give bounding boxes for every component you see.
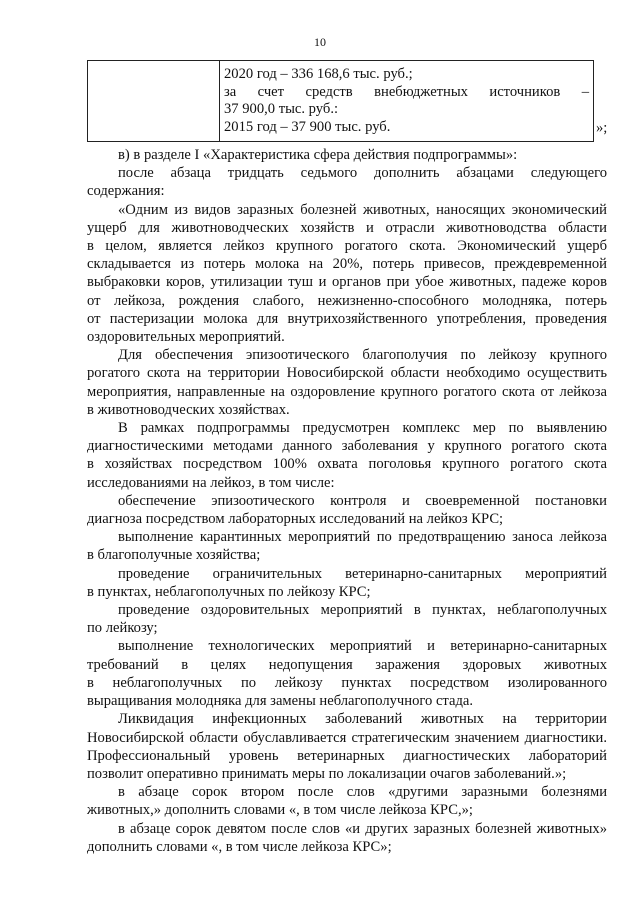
paragraph-line: оздоровительных мероприятий.	[87, 329, 285, 346]
paragraph-line: «Одним из видов заразных болезней животных, наносящих экономический	[118, 201, 607, 218]
paragraph-line: от пастеризации молока для внутрихозяйственного употребления, проведения	[87, 310, 607, 327]
table-line: 37 900,0 тыс. руб.:	[224, 101, 339, 117]
document-body	[87, 146, 607, 856]
paragraph-line: выращивания молодняка для замены неблагополучного стада.	[87, 693, 473, 710]
paragraph-line: выбраковки коров, утилизации туш и органов при убое животных, падеже коров	[87, 274, 607, 291]
paragraph-line: Ликвидация инфекционных заболеваний животных на территории	[118, 711, 607, 728]
paragraph-line: в хозяйствах посредством 100% охвата поголовья крупного рогатого скота	[87, 456, 607, 473]
page-number: 10	[314, 35, 326, 49]
paragraph	[87, 492, 607, 528]
paragraph	[87, 346, 607, 419]
paragraph-line: в) в разделе I «Характеристика сфера действия подпрограммы»:	[118, 147, 518, 163]
paragraph	[87, 164, 607, 200]
paragraph-line: Новосибирской области обуславливается стратегическим значением диагностики.	[87, 729, 607, 746]
paragraph-line: в пунктах, неблагополучных по лейкозу КРС;	[87, 583, 371, 600]
paragraph-line: исследованиями на лейкоз, в том числе:	[87, 474, 335, 491]
paragraph-line: содержания:	[87, 183, 165, 200]
paragraph-line: животных,» дополнить словами «, в том числе лейкоза КРС,»;	[87, 802, 473, 819]
paragraph-line: позволит оперативно принимать меры по локализации очагов заболеваний.»;	[87, 765, 567, 782]
paragraph	[87, 201, 607, 347]
paragraph	[87, 820, 607, 856]
paragraph-line: складывается из потерь молока на 20%, потерь привесов, преждевременной	[87, 256, 607, 273]
paragraph	[87, 565, 607, 601]
paragraph-line: в абзаце сорок девятом после слов «и других заразных болезней животных»	[118, 820, 607, 837]
paragraph-line: Профессиональный уровень ветеринарных диагностических лабораторий	[87, 747, 607, 764]
paragraph-line: выполнение технологических мероприятий и ветеринарно-санитарных	[118, 638, 607, 655]
paragraph-line: в благополучные хозяйства;	[87, 547, 261, 564]
paragraph-line: ущерб для животноводческих хозяйств и отрасли животноводства области	[87, 219, 607, 236]
paragraph	[87, 601, 607, 637]
funding-table	[87, 60, 594, 142]
table-closing-quote: »;	[596, 120, 608, 136]
paragraph	[87, 783, 607, 819]
paragraph-line: выполнение карантинных мероприятий по предотвращению заноса лейкоза	[118, 529, 607, 546]
paragraph	[87, 146, 607, 164]
paragraph	[87, 419, 607, 492]
paragraph-line: мероприятия, направленные на оздоровление крупного рогатого скота от лейкоза	[87, 383, 607, 400]
paragraph-line: в целом, является лейкоз крупного рогатого скота. Экономический ущерб	[87, 238, 607, 255]
paragraph-line: в абзаце сорок втором после слов «другими заразными болезнями	[118, 784, 607, 801]
paragraph-line: обеспечение эпизоотического контроля и своевременной постановки	[118, 492, 607, 509]
paragraph-line: по лейкозу;	[87, 620, 158, 637]
paragraph-line: В рамках подпрограммы предусмотрен комплекс мер по выявлению	[118, 420, 607, 437]
paragraph-line: требований в целях недопущения заражения здоровых животных	[87, 656, 607, 673]
paragraph	[87, 710, 607, 783]
table-empty-cell	[88, 61, 220, 142]
paragraph	[87, 637, 607, 710]
paragraph-line: рогатого скота на территории Новосибирской области необходимо осуществить	[87, 365, 607, 382]
table-line: 2015 год – 37 900 тыс. руб.	[224, 118, 391, 135]
paragraph-line: диагноза посредством лабораторных исследований на лейкоз КРС;	[87, 511, 504, 528]
paragraph-line: дополнить словами «, в том числе лейкоза КРС»;	[87, 838, 392, 855]
paragraph-line: проведение оздоровительных мероприятий в пунктах, неблагополучных	[118, 602, 607, 619]
paragraph-line: диагностическими методами данного заболевания у крупного рогатого скота	[87, 438, 607, 455]
paragraph-line: в неблагополучных по лейкозу пунктах посредством изолированного	[87, 674, 607, 691]
table-funding-cell	[220, 61, 594, 142]
paragraph-line: от лейкоза, рождения слабого, нежизненно-способного молодняка, потерь	[87, 292, 607, 309]
paragraph	[87, 528, 607, 564]
table-line: 2020 год – 336 168,6 тыс. руб.;	[224, 66, 413, 82]
table-line: за счет средств внебюджетных источников –	[224, 83, 589, 100]
paragraph-line: проведение ограничительных ветеринарно-санитарных мероприятий	[118, 565, 607, 582]
paragraph-line: Для обеспечения эпизоотического благополучия по лейкозу крупного	[118, 347, 607, 364]
paragraph-line: после абзаца тридцать седьмого дополнить абзацами следующего	[118, 165, 607, 182]
paragraph-line: в животноводческих хозяйствах.	[87, 401, 290, 418]
